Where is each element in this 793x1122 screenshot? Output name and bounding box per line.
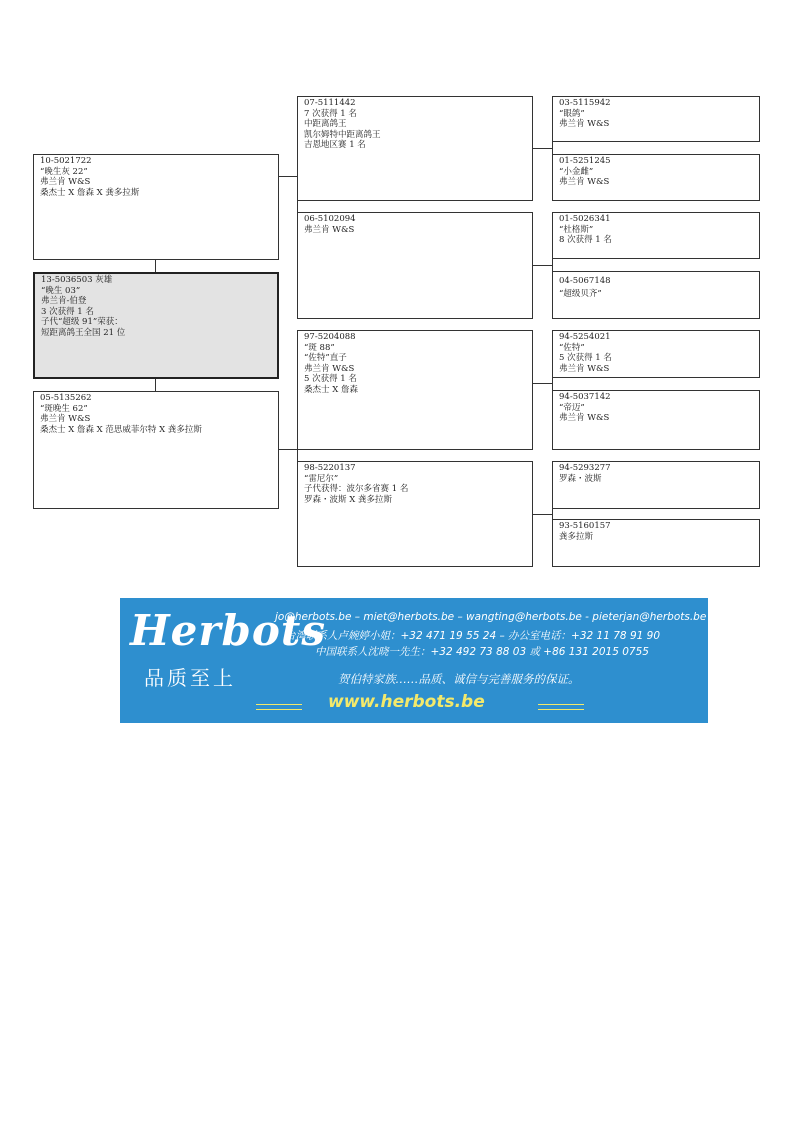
ggp-card-3 <box>552 212 760 259</box>
card-line: 凯尔姆特中距离鸽王 <box>304 129 381 140</box>
card-line: 93-5160157 <box>559 521 611 531</box>
card-line: 97-5204088 <box>304 332 356 342</box>
card-line: “佐特”直子 <box>304 353 347 364</box>
connector <box>533 383 552 384</box>
card-line: 弗兰肯 W&S <box>559 413 610 424</box>
subject-name: “晚生 03” <box>41 285 81 296</box>
card-line: 94-5037142 <box>559 392 611 402</box>
card-line: 01-5026341 <box>559 214 611 224</box>
sire-dam-card <box>297 212 533 319</box>
card-line: 中距离鸽王 <box>304 119 347 130</box>
banner-china-contact: 中国联系人沈晓一先生：+32 492 73 88 03 或 +86 131 2015 0755 <box>315 646 649 658</box>
banner-taiwan-contact: 台湾联系人卢婉婷小姐：+32 471 19 55 24 – 办公室电话：+32 11 78 91 90 <box>285 630 661 642</box>
ggp-card-1 <box>552 96 760 142</box>
dam-card <box>33 391 279 509</box>
card-line: 01-5251245 <box>559 156 611 166</box>
card-line: 5 次获得 1 名 <box>559 353 612 364</box>
dam-name: “斑晚生 62” <box>40 403 88 414</box>
card-line: “杜格斯” <box>559 224 594 235</box>
dam-sire-card <box>297 330 533 450</box>
ggp-card-8 <box>552 519 760 567</box>
subject-line: 弗兰肯-伯登 <box>41 296 87 307</box>
card-line: 弗兰肯 W&S <box>304 224 355 235</box>
card-line: 龚多拉斯 <box>559 531 594 542</box>
connector <box>533 148 552 149</box>
connector <box>155 379 156 391</box>
dam-ring-number: 05-5135262 <box>40 393 92 403</box>
banner-website-link[interactable]: www.herbots.be <box>328 692 485 712</box>
card-line: “佐特” <box>559 342 585 353</box>
card-line: 07-5111442 <box>304 98 356 108</box>
ggp-card-6 <box>552 390 760 450</box>
dam-line: 桑杰士 X 詹森 X 范思威菲尔特 X 龚多拉斯 <box>40 424 202 435</box>
connector <box>533 514 552 515</box>
connector <box>279 449 297 450</box>
card-line: “眼鸽” <box>559 108 585 119</box>
card-line: 8 次获得 1 名 <box>559 235 612 246</box>
banner-tagline: 贺伯特家族……品质、诚信与完善服务的保证。 <box>338 672 580 686</box>
card-line: 04-5067148 <box>559 276 611 286</box>
connector <box>279 176 297 177</box>
sire-card <box>33 154 279 260</box>
card-line: 弗兰肯 W&S <box>304 363 355 374</box>
subject-line: 3 次获得 1 名 <box>41 306 94 317</box>
sire-line: 弗兰肯 W&S <box>40 177 91 188</box>
connector <box>533 265 552 266</box>
banner-slogan: 品质至上 <box>144 666 236 690</box>
card-line: 罗森・波斯 X 龚多拉斯 <box>304 494 392 505</box>
card-line: 弗兰肯 W&S <box>559 363 610 374</box>
dam-dam-card <box>297 461 533 567</box>
card-line: 吉恩地区赛 1 名 <box>304 140 366 151</box>
sire-sire-card <box>297 96 533 201</box>
subject-line: 短距离鸽王全国 21 位 <box>41 327 126 338</box>
sire-name: “晚生灰 22” <box>40 166 88 177</box>
dam-line: 弗兰肯 W&S <box>40 414 91 425</box>
card-line: 弗兰肯 W&S <box>559 119 610 130</box>
card-line: 桑杰士 X 詹森 <box>304 384 358 395</box>
card-line: 06-5102094 <box>304 214 356 224</box>
ggp-card-2 <box>552 154 760 201</box>
card-line: 7 次获得 1 名 <box>304 108 357 119</box>
ggp-card-5 <box>552 330 760 378</box>
card-line: 94-5293277 <box>559 463 611 473</box>
ggp-card-4 <box>552 271 760 319</box>
card-line: “超级贝齐” <box>559 288 602 299</box>
herbots-banner <box>120 598 708 723</box>
ggp-card-7 <box>552 461 760 509</box>
sire-ring-number: 10-5021722 <box>40 156 92 166</box>
decorative-dash <box>538 704 584 710</box>
card-line: “帝迈” <box>559 402 585 413</box>
sire-line: 桑杰士 X 詹森 X 龚多拉斯 <box>40 187 140 198</box>
card-line: 94-5254021 <box>559 332 611 342</box>
card-line: 弗兰肯 W&S <box>559 177 610 188</box>
card-line: “斑 88” <box>304 342 335 353</box>
subject-ring-number: 13-5036503 灰雄 <box>41 275 113 285</box>
connector <box>155 260 156 272</box>
card-line: 子代获得：波尔多省赛 1 名 <box>304 484 409 495</box>
decorative-dash <box>256 704 302 710</box>
banner-emails[interactable]: jo@herbots.be – miet@herbots.be – wangting@herbots.be - pieterjan@herbots.be <box>275 611 707 623</box>
subject-card <box>33 272 279 379</box>
card-line: “雷尼尔” <box>304 473 339 484</box>
subject-line: 子代“超级 91”荣获： <box>41 317 123 328</box>
card-line: “小金雌” <box>559 166 594 177</box>
card-line: 98-5220137 <box>304 463 356 473</box>
card-line: 5 次获得 1 名 <box>304 374 357 385</box>
herbots-logo: Herbots <box>130 606 326 655</box>
card-line: 罗森・波斯 <box>559 473 602 484</box>
card-line: 03-5115942 <box>559 98 611 108</box>
